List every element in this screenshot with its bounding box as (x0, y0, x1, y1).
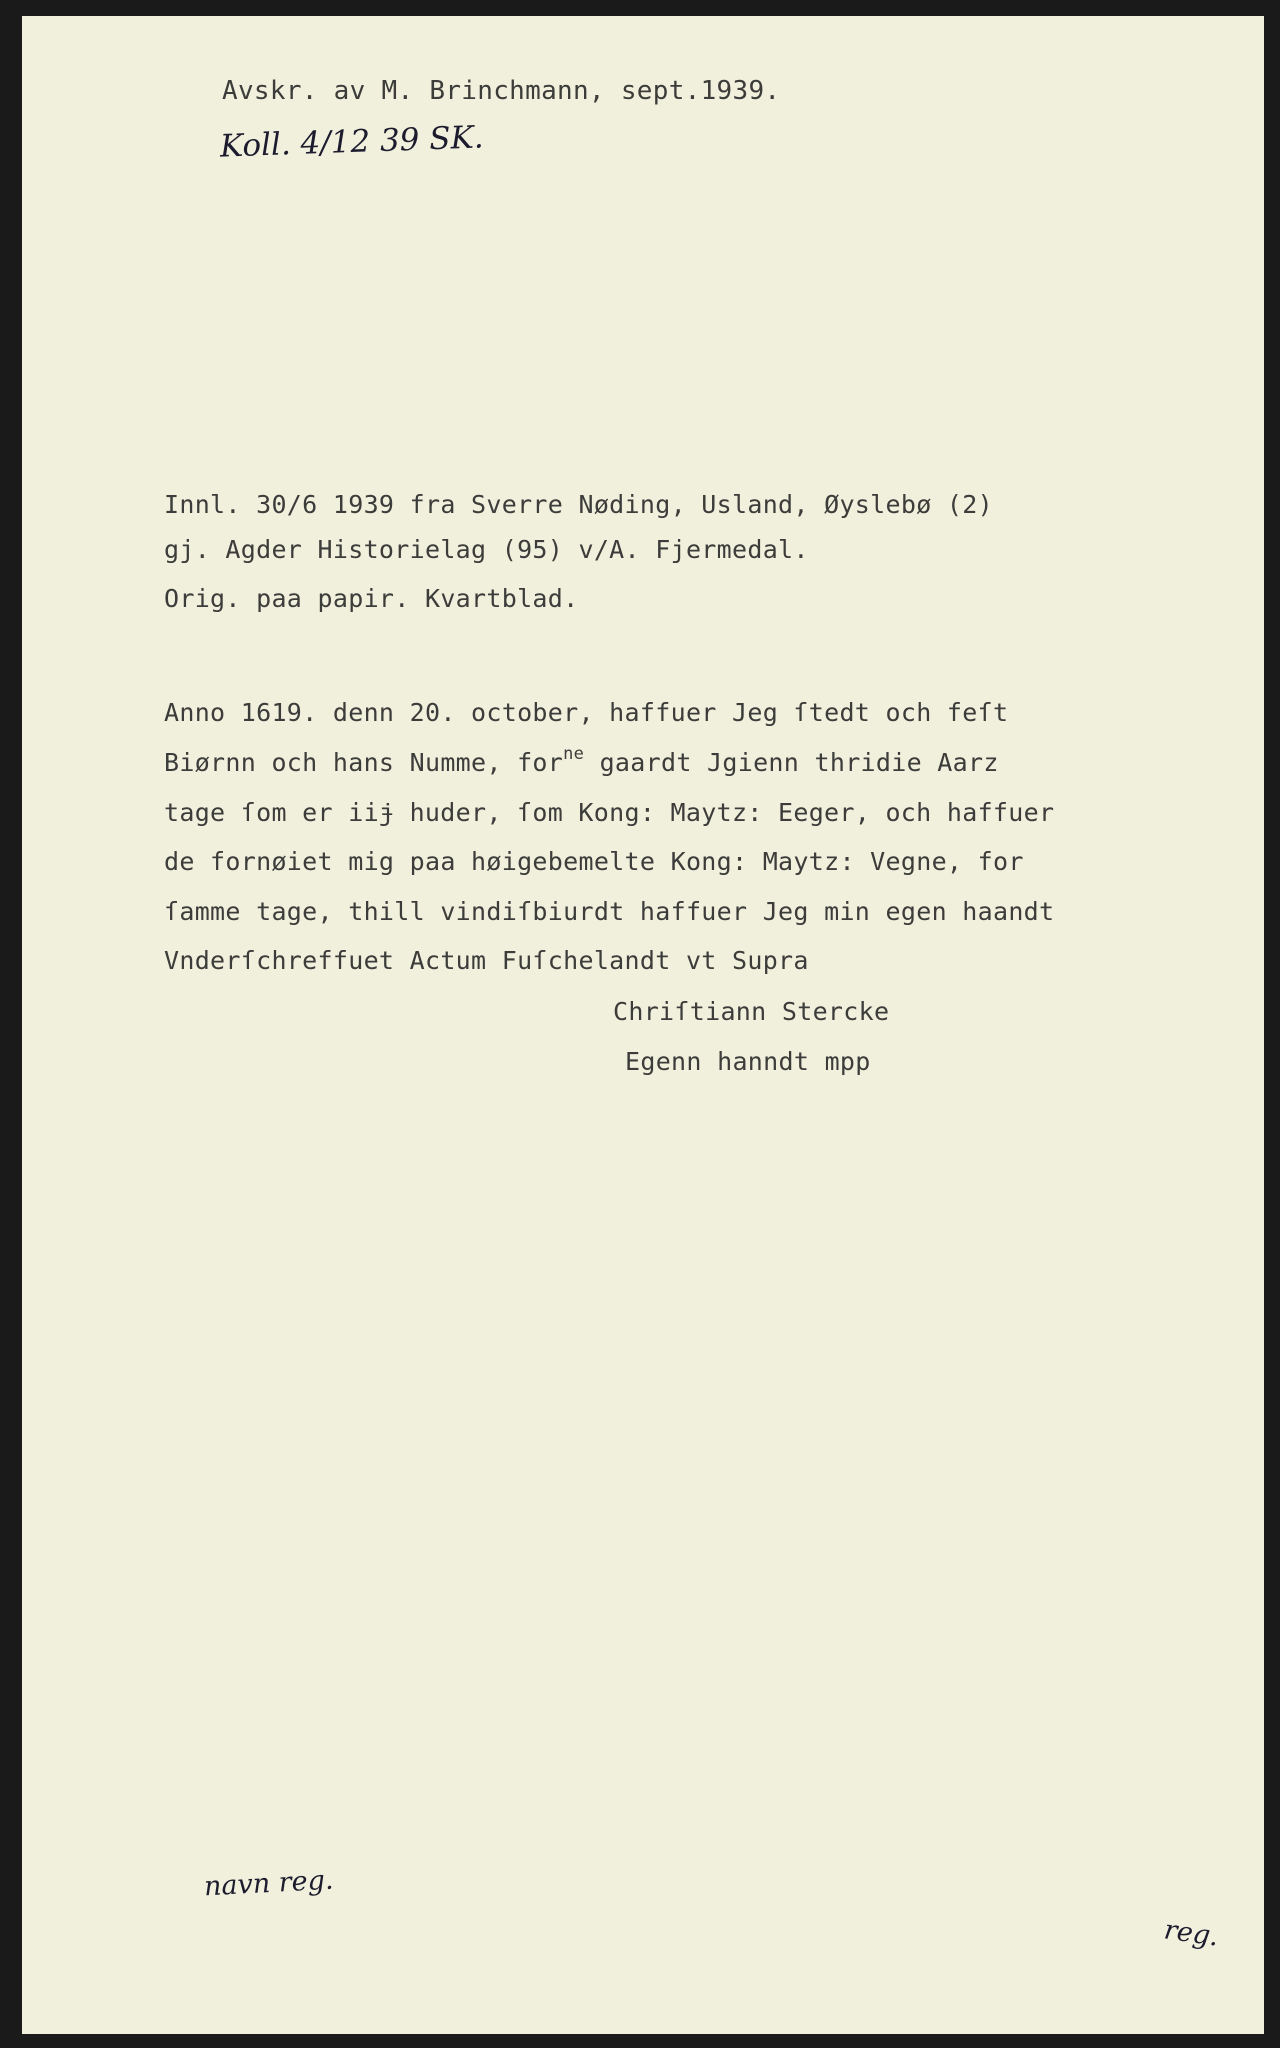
footer-left-note: navn reg. (203, 1864, 335, 1903)
collation-note: Koll. 4/12 39 SK. (219, 119, 485, 165)
signature-name: Chriſtiann Stercke (613, 997, 890, 1026)
signature-note: Egenn hanndt mpp (625, 1047, 871, 1076)
body-line-2-end: gaardt Jgienn thridie Aarz (584, 748, 999, 777)
source-line-2: gj. Agder Historielag (95) v/A. Fjermedal. (164, 535, 809, 564)
body-line-6: Vnderſchreffuet Actum Fuſchelandt vt Supra (164, 946, 809, 975)
footer-right-note: reg. (1162, 1914, 1221, 1953)
document-page (22, 16, 1264, 2034)
source-line-3: Orig. paa papir. Kvartblad. (164, 584, 579, 613)
body-line-2-superscript: ne (563, 744, 585, 764)
body-line-1: Anno 1619. denn 20. october, haffuer Jeg ſtedt och feſt (164, 698, 1009, 727)
transcription-line: Avskr. av M. Brinchmann, sept.1939. (222, 76, 781, 106)
body-line-3: tage ſom er iiɉ huder, ſom Kong: Maytz: Eeger, och haffuer (164, 798, 1055, 827)
body-line-2-start: Biørnn och hans Numme, for (164, 748, 564, 777)
body-line-2 (164, 744, 999, 777)
source-line-1: Innl. 30/6 1939 fra Sverre Nøding, Usland, Øyslebø (2) (164, 490, 993, 519)
body-line-5: ſamme tage, thill vindiſbiurdt haffuer Jeg min egen haandt (164, 897, 1055, 926)
body-line-4: de fornøiet mig paa høigebemelte Kong: Maytz: Vegne, for (164, 847, 1024, 876)
